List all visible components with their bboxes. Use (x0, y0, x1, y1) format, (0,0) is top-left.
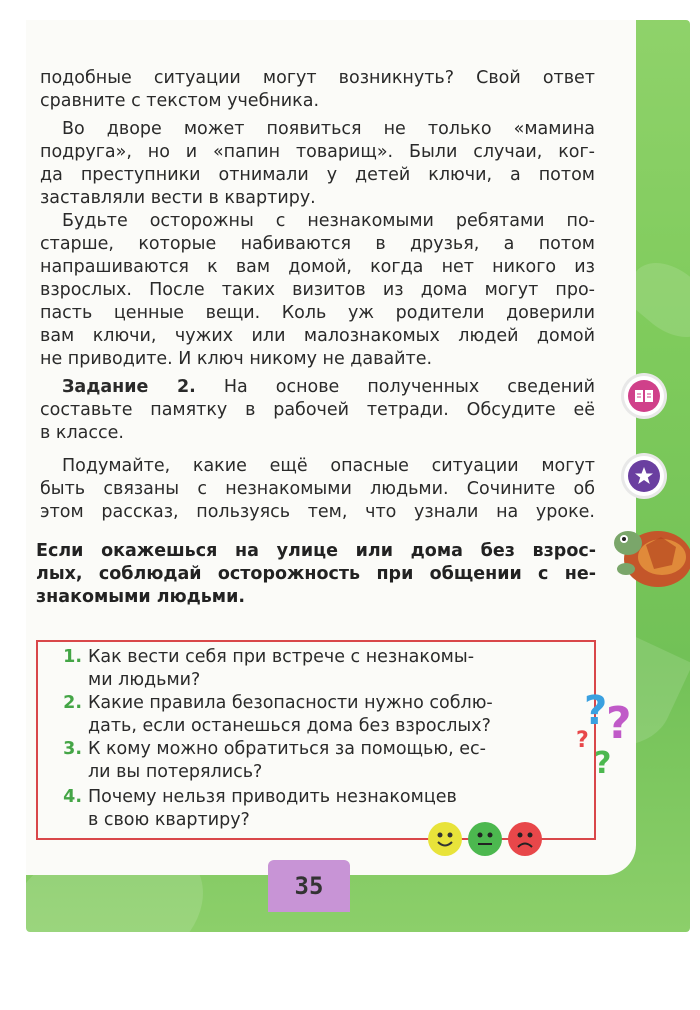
text-line: сравните с текстом учебника. (40, 91, 320, 111)
text-line: Если окажешься на улице или дома без взрос- (36, 541, 596, 561)
paragraph-1 (40, 67, 595, 113)
text-line: этом рассказ, пользуясь тем, что узнали на уроке. (40, 502, 595, 522)
paragraph-2 (40, 118, 595, 210)
text-line: пасть ценные вещи. Коль уж родители доверили (40, 303, 595, 323)
turtle-icon (606, 515, 690, 591)
text-line: знакомыми людьми. (36, 587, 246, 607)
text-line: не приводите. И ключ никому не давайте. (40, 349, 433, 369)
task-2 (40, 376, 595, 445)
text-line: в классе. (40, 423, 124, 443)
text-line: Во дворе может появиться не только «мамина (62, 119, 595, 139)
text-line: Подумайте, какие ещё опасные ситуации могут (62, 456, 595, 476)
paragraph-5 (40, 455, 595, 524)
question-line: Почему нельзя приводить незнакомцев (88, 787, 457, 807)
text-line: взрослых. После таких визитов из дома могут про- (40, 280, 595, 300)
question-line: Какие правила безопасности нужно соблю- (88, 693, 493, 713)
star-icon (624, 456, 664, 496)
text-line: да преступники отнимали у детей ключи, а потом (40, 165, 595, 185)
question-line: Как вести себя при встрече с незнакомы- (88, 647, 475, 667)
text-line: вам ключи, чужих или малознакомых людей домой (40, 326, 595, 346)
question-number: 4. (63, 787, 82, 807)
questions-box (36, 640, 596, 840)
task-label: Задание 2. (62, 377, 196, 397)
text-line: старше, которые набиваются в друзья, а потом (40, 234, 595, 254)
question-number: 3. (63, 739, 82, 759)
book-icon (624, 376, 664, 416)
text-line: составьте памятку в рабочей тетради. Обсудите её (40, 400, 595, 420)
text-line: заставляли вести в квартиру. (40, 188, 316, 208)
paragraph-3 (40, 210, 595, 371)
question-line: в свою квартиру? (88, 810, 250, 830)
text-line: Будьте осторожны с незнакомыми ребятами по- (62, 211, 595, 231)
question-number: 2. (63, 693, 82, 713)
neutral-smiley-icon (468, 822, 502, 856)
sad-smiley-icon (508, 822, 542, 856)
text-line: На основе полученных сведений (223, 377, 595, 397)
question-line: дать, если останешься дома без взрослых? (88, 716, 491, 736)
text-line: подруга», но и «папин товарищ». Были случаи, ког- (40, 142, 595, 162)
question-number: 1. (63, 647, 82, 667)
rule-text (36, 540, 596, 609)
text-line: напрашиваются к вам домой, когда нет никого из (40, 257, 595, 277)
page-number: 35 (268, 860, 350, 912)
happy-smiley-icon (428, 822, 462, 856)
question-marks-icon: ? ? ? ? (576, 688, 632, 781)
question-line: ми людьми? (88, 670, 201, 690)
text-line: подобные ситуации могут возникнуть? Свой ответ (40, 68, 595, 88)
question-line: ли вы потерялись? (88, 762, 263, 782)
question-line: К кому можно обратиться за помощью, ес- (88, 739, 486, 759)
text-line: лых, соблюдай осторожность при общении с не- (36, 564, 596, 584)
text-line: быть связаны с незнакомыми людьми. Сочините об (40, 479, 595, 499)
